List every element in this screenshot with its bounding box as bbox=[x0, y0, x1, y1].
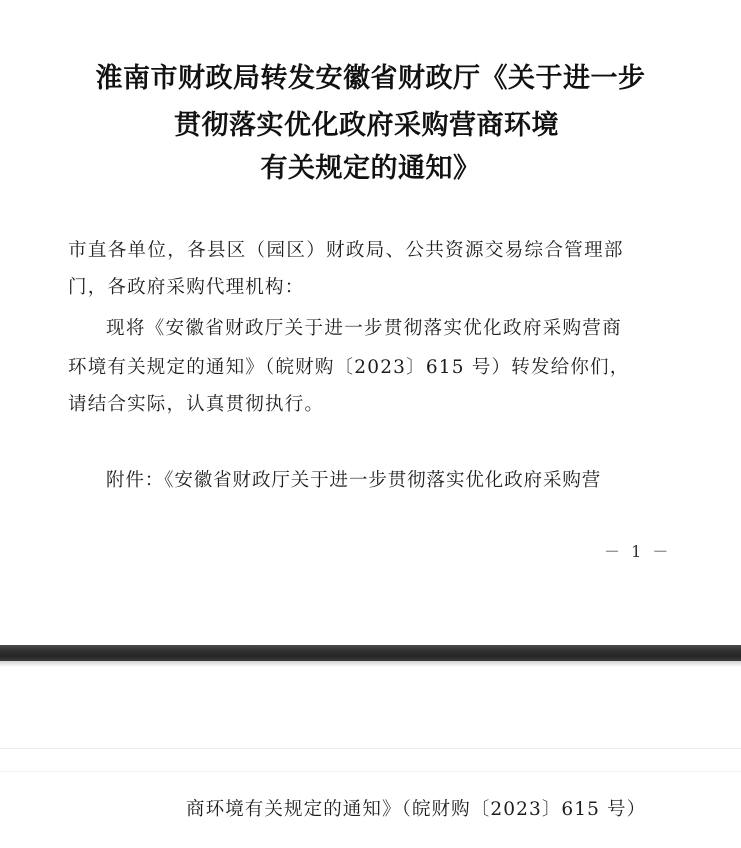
document-title-line-2: 贯彻落实优化政府采购营商环境 bbox=[174, 110, 559, 141]
addressee-line-1: 市直各单位，各县区（园区）财政局、公共资源交易综合管理部 bbox=[68, 240, 624, 261]
document-title-line-3: 有关规定的通知》 bbox=[260, 153, 481, 184]
page-break-divider bbox=[0, 645, 741, 661]
body-paragraph-line-2: 环境有关规定的通知》（皖财购〔2023〕615 号）转发给你们， bbox=[68, 357, 630, 378]
addressee-line-2: 门，各政府采购代理机构： bbox=[68, 277, 305, 298]
body-paragraph-line-3: 请结合实际，认真贯彻执行。 bbox=[68, 394, 325, 415]
scan-artifact-line bbox=[0, 748, 741, 749]
body-paragraph-line-1: 现将《安徽省财政厅关于进一步贯彻落实优化政府采购营商 bbox=[106, 318, 623, 339]
attachment-line: 附件：《安徽省财政厅关于进一步贯彻落实优化政府采购营 bbox=[106, 470, 602, 491]
page-number: － 1 － bbox=[604, 542, 672, 561]
scan-artifact-line bbox=[0, 771, 741, 772]
document-title-line-1: 淮南市财政局转发安徽省财政厅《关于进一步 bbox=[95, 63, 646, 94]
attachment-continuation-line: 商环境有关规定的通知》（皖财购〔2023〕615 号） bbox=[186, 799, 647, 820]
